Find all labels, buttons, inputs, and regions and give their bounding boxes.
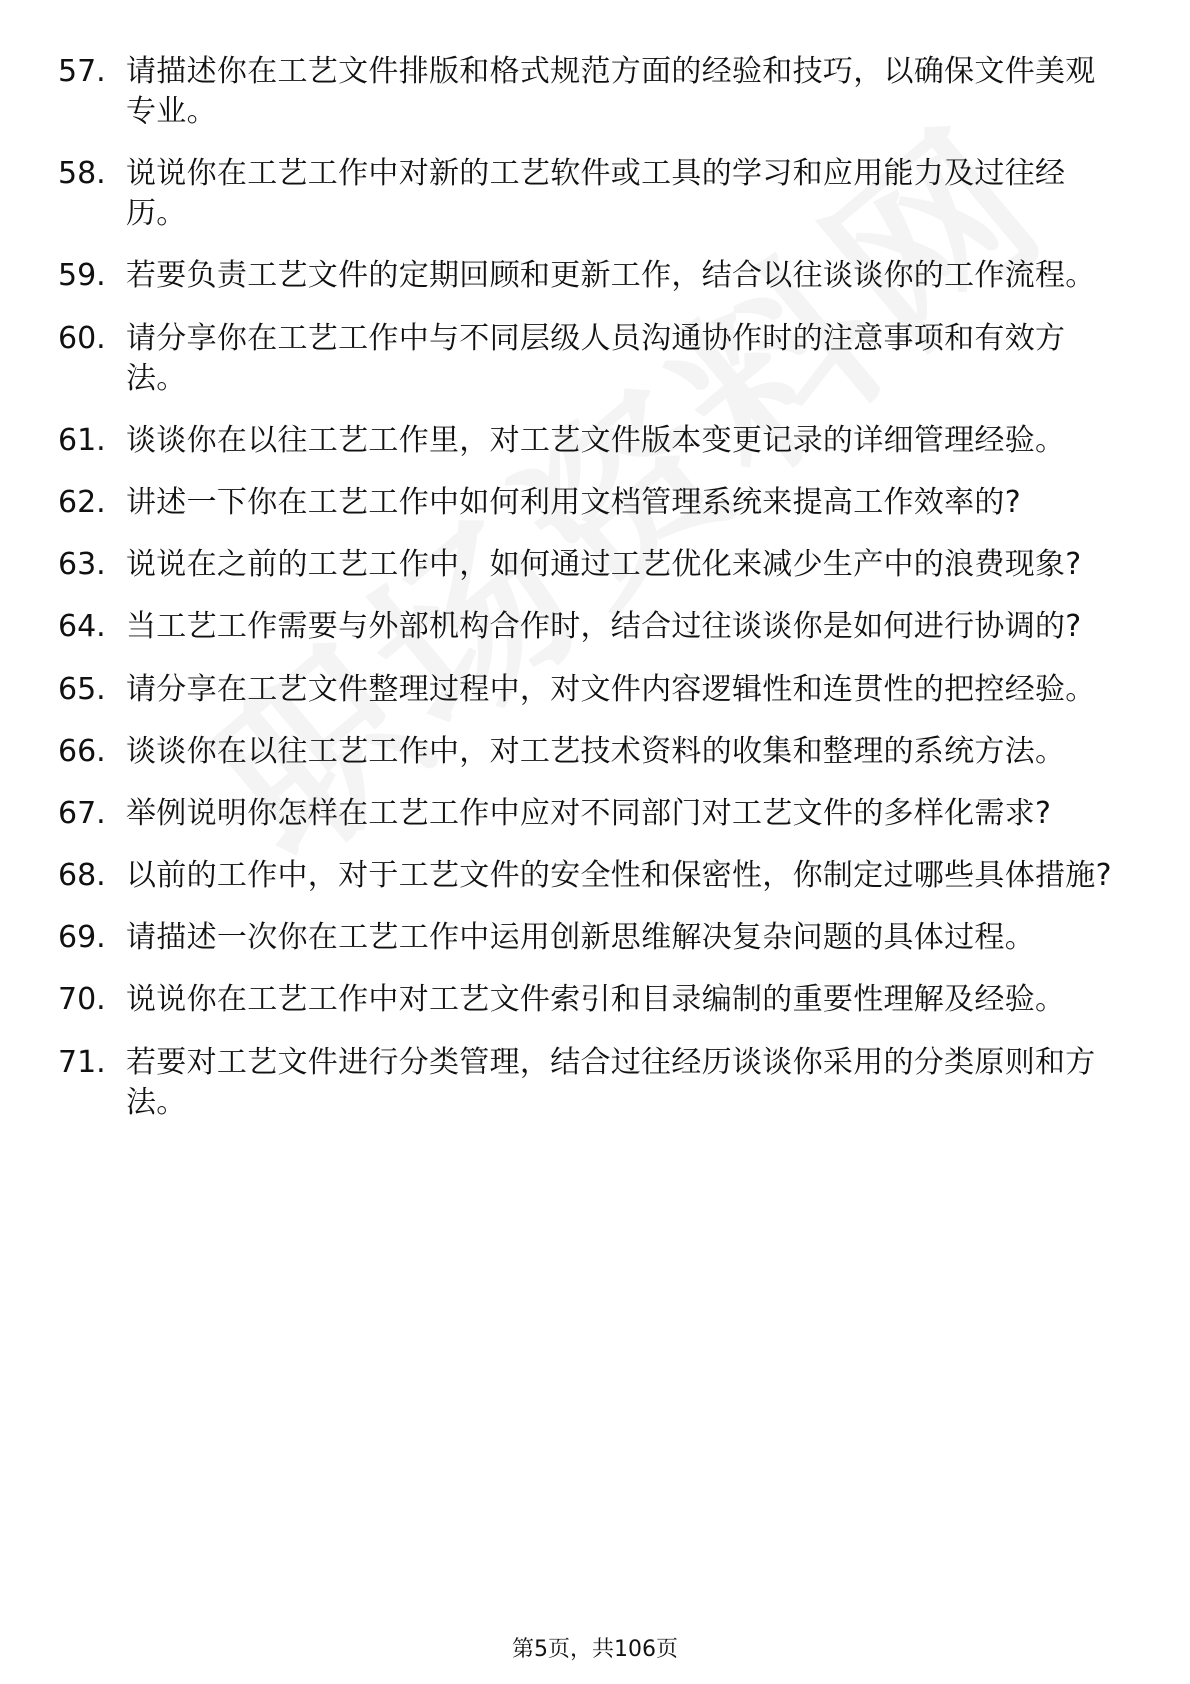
question-number: 62. <box>58 484 106 520</box>
question-number: 67. <box>58 795 106 831</box>
question-list <box>58 52 1118 1145</box>
list-item <box>58 794 1118 834</box>
page-footer: 第5页，共106页 <box>512 1637 678 1662</box>
question-text: 请分享在工艺文件整理过程中，对文件内容逻辑性和连贯性的把控经验。 <box>126 671 1096 707</box>
question-text: 请分享你在工艺工作中与不同层级人员沟通协作时的注意事项和有效方法。 <box>126 320 1066 396</box>
question-text: 讲述一下你在工艺工作中如何利用文档管理系统来提高工作效率的? <box>126 484 1021 520</box>
question-number: 65. <box>58 671 106 707</box>
question-text: 请描述一次你在工艺工作中运用创新思维解决复杂问题的具体过程。 <box>126 920 1035 956</box>
question-number: 58. <box>58 156 106 192</box>
list-item <box>58 918 1118 958</box>
list-item <box>58 154 1118 234</box>
question-number: 60. <box>58 320 106 356</box>
list-item <box>58 256 1118 296</box>
question-text: 说说在之前的工艺工作中，如何通过工艺优化来减少生产中的浪费现象? <box>126 547 1082 583</box>
list-item <box>58 421 1118 461</box>
list-item <box>58 319 1118 399</box>
question-text: 说说你在工艺工作中对工艺文件索引和目录编制的重要性理解及经验。 <box>126 982 1066 1018</box>
question-text: 当工艺工作需要与外部机构合作时，结合过往谈谈你是如何进行协调的? <box>126 609 1082 645</box>
question-text: 请描述你在工艺文件排版和格式规范方面的经验和技巧，以确保文件美观专业。 <box>126 54 1096 129</box>
list-item <box>58 1043 1118 1123</box>
list-item <box>58 732 1118 772</box>
list-item <box>58 670 1118 710</box>
question-text: 以前的工作中，对于工艺文件的安全性和保密性，你制定过哪些具体措施? <box>126 858 1112 894</box>
question-number: 59. <box>58 258 106 294</box>
question-number: 66. <box>58 733 106 769</box>
question-number: 71. <box>58 1044 106 1080</box>
list-item <box>58 856 1118 896</box>
question-number: 69. <box>58 920 106 956</box>
question-text: 谈谈你在以往工艺工作里，对工艺文件版本变更记录的详细管理经验。 <box>126 422 1066 458</box>
question-text: 若要对工艺文件进行分类管理，结合过往经历谈谈你采用的分类原则和方法。 <box>126 1044 1096 1120</box>
question-number: 57. <box>58 54 106 89</box>
question-number: 61. <box>58 422 106 458</box>
question-text: 若要负责工艺文件的定期回顾和更新工作，结合以往谈谈你的工作流程。 <box>126 258 1096 294</box>
list-item <box>58 980 1118 1020</box>
question-number: 64. <box>58 609 106 645</box>
question-text: 说说你在工艺工作中对新的工艺软件或工具的学习和应用能力及过往经历。 <box>126 156 1066 232</box>
question-number: 70. <box>58 982 106 1018</box>
question-text: 谈谈你在以往工艺工作中，对工艺技术资料的收集和整理的系统方法。 <box>126 733 1066 769</box>
list-item <box>58 52 1118 132</box>
question-text: 举例说明你怎样在工艺工作中应对不同部门对工艺文件的多样化需求? <box>126 795 1052 831</box>
list-item <box>58 607 1118 647</box>
list-item <box>58 483 1118 523</box>
list-item <box>58 545 1118 585</box>
question-number: 63. <box>58 547 106 583</box>
question-number: 68. <box>58 858 106 894</box>
